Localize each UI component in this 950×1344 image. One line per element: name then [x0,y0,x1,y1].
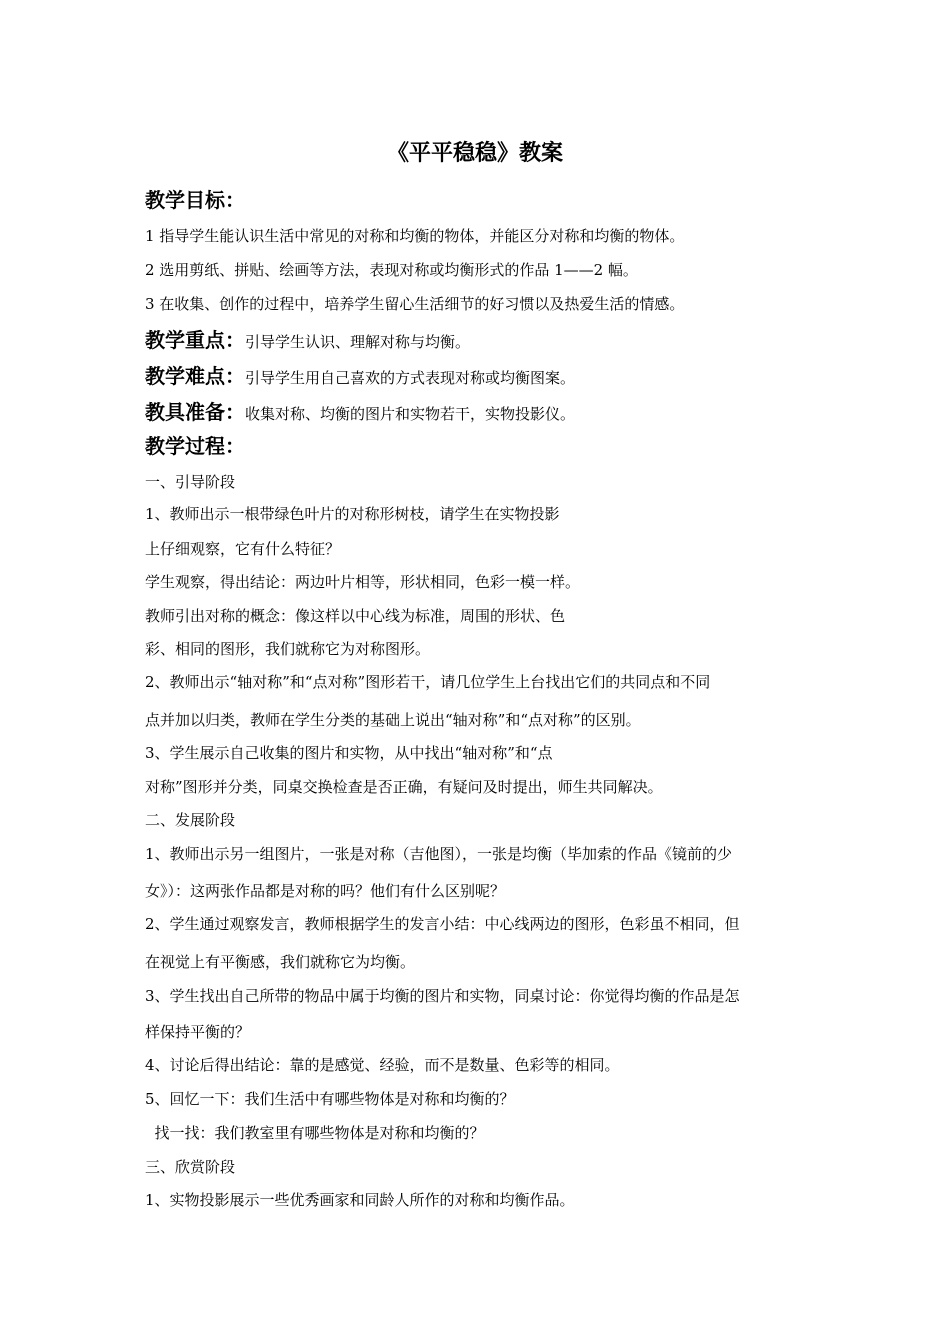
body-line: 找一找：我们教室里有哪些物体是对称和均衡的？ [145,1124,485,1142]
key-point-text: 引导学生认识、理解对称与均衡。 [245,333,471,351]
difficulty-text: 引导学生用自己喜欢的方式表现对称或均衡图案。 [245,369,576,387]
section-heading: 三、欣赏阶段 [145,1158,236,1176]
section-heading: 二、发展阶段 [145,811,236,829]
goal-line: 1 指导学生能认识生活中常见的对称和均衡的物体，并能区分对称和均衡的物体。 [145,227,685,245]
body-line: 对称”图形并分类，同桌交换检查是否正确，有疑问及时提出，师生共同解决。 [145,778,663,796]
body-line: 在视觉上有平衡感，我们就称它为均衡。 [145,953,416,971]
goal-line: 3 在收集、创作的过程中，培养学生留心生活细节的好习惯以及热爱生活的情感。 [145,295,685,313]
body-line: 3、学生展示自己收集的图片和实物，从中找出“轴对称”和“点 [145,744,553,762]
body-line: 1、教师出示一根带绿色叶片的对称形树枝，请学生在实物投影 [145,505,560,523]
section-heading: 一、引导阶段 [145,473,236,491]
body-line: 点并加以归类，教师在学生分类的基础上说出“轴对称”和“点对称”的区别。 [145,711,641,729]
document-title: 《平平稳稳》教案 [386,141,563,166]
key-point-label: 教学重点： [145,328,245,352]
process-heading: 教学过程： [145,434,245,458]
key-point-row [145,326,470,356]
goals-heading: 教学目标： [145,188,245,212]
body-line: 2、学生通过观察发言，教师根据学生的发言小结：中心线两边的图形，色彩虽不相同，但 [145,915,740,933]
body-line: 学生观察，得出结论：两边叶片相等，形状相同，色彩一模一样。 [145,573,581,591]
difficulty-row [145,362,575,392]
goal-line: 2 选用剪纸、拼贴、绘画等方法，表现对称或均衡形式的作品 1——2 幅。 [145,261,638,279]
body-line: 3、学生找出自己所带的物品中属于均衡的图片和实物，同桌讨论：你觉得均衡的作品是怎 [145,987,740,1005]
body-line: 1、实物投影展示一些优秀画家和同龄人所作的对称和均衡作品。 [145,1191,575,1209]
body-line: 女》）：这两张作品都是对称的吗？他们有什么区别呢？ [145,882,506,900]
materials-row [145,398,575,428]
body-line: 上仔细观察，它有什么特征？ [145,540,341,558]
body-line: 教师引出对称的概念：像这样以中心线为标准，周围的形状、色 [145,607,566,625]
body-line: 1、教师出示另一组图片，一张是对称（吉他图），一张是均衡（毕加索的作品《镜前的少 [145,845,733,863]
difficulty-label: 教学难点： [145,364,245,388]
body-line: 样保持平衡的？ [145,1023,251,1041]
body-line: 2、教师出示“轴对称”和“点对称”图形若干，请几位学生上台找出它们的共同点和不同 [145,673,711,691]
materials-label: 教具准备： [145,400,245,424]
body-line: 4、讨论后得出结论：靠的是感觉、经验，而不是数量、色彩等的相同。 [145,1056,620,1074]
body-line: 5、回忆一下：我们生活中有哪些物体是对称和均衡的？ [145,1090,515,1108]
body-line: 彩、相同的图形，我们就称它为对称图形。 [145,640,431,658]
materials-text: 收集对称、均衡的图片和实物若干，实物投影仪。 [245,405,576,423]
